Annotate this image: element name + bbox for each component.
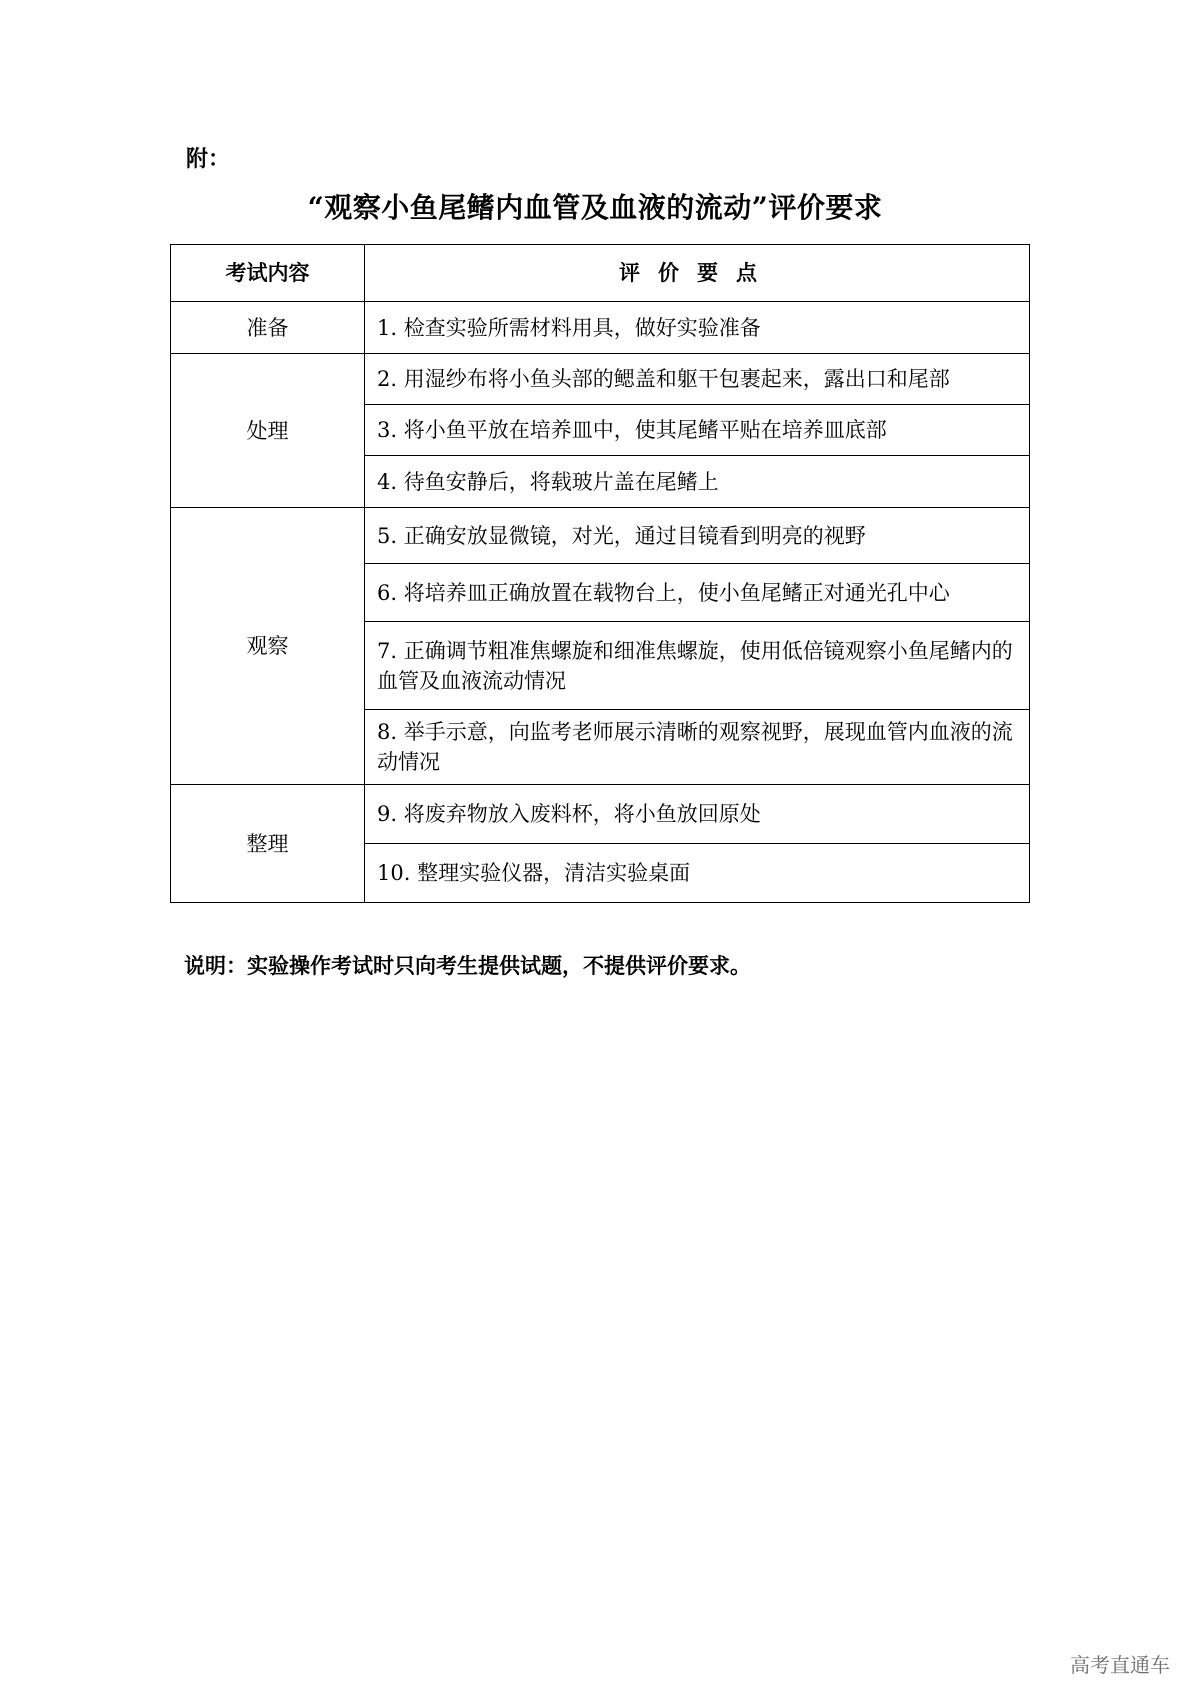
item-cell: 4. 待鱼安静后，将载玻片盖在尾鳍上 <box>365 456 1030 508</box>
item-cell: 1. 检查实验所需材料用具，做好实验准备 <box>365 302 1030 354</box>
header-exam-content: 考试内容 <box>171 245 365 302</box>
evaluation-table <box>170 244 1030 903</box>
item-cell: 9. 将废弃物放入废料杯，将小鱼放回原处 <box>365 785 1030 844</box>
category-cell: 处理 <box>171 354 365 508</box>
table-row <box>171 302 1030 354</box>
item-cell: 3. 将小鱼平放在培养皿中，使其尾鳍平贴在培养皿底部 <box>365 405 1030 456</box>
attachment-label: 附： <box>186 147 231 172</box>
category-cell: 整理 <box>171 785 365 903</box>
category-cell: 准备 <box>171 302 365 354</box>
header-evaluation-points: 评价要点 <box>365 245 1030 302</box>
item-cell: 7. 正确调节粗准焦螺旋和细准焦螺旋，使用低倍镜观察小鱼尾鳍内的血管及血液流动情况 <box>365 622 1030 710</box>
item-cell: 2. 用湿纱布将小鱼头部的鳃盖和躯干包裹起来，露出口和尾部 <box>365 354 1030 405</box>
watermark: 高考直通车 <box>1070 1653 1170 1677</box>
item-cell: 10. 整理实验仪器，清洁实验桌面 <box>365 844 1030 903</box>
table-header-row <box>171 245 1030 302</box>
table-row <box>171 354 1030 405</box>
item-cell: 5. 正确安放显微镜，对光，通过目镜看到明亮的视野 <box>365 508 1030 564</box>
item-cell: 6. 将培养皿正确放置在载物台上，使小鱼尾鳍正对通光孔中心 <box>365 564 1030 622</box>
document-title: “观察小鱼尾鳍内血管及血液的流动”评价要求 <box>307 191 883 224</box>
table-row <box>171 508 1030 564</box>
footnote: 说明：实验操作考试时只向考生提供试题，不提供评价要求。 <box>184 954 751 978</box>
table-row <box>171 785 1030 844</box>
item-cell: 8. 举手示意，向监考老师展示清晰的观察视野，展现血管内血液的流动情况 <box>365 710 1030 785</box>
category-cell: 观察 <box>171 508 365 785</box>
